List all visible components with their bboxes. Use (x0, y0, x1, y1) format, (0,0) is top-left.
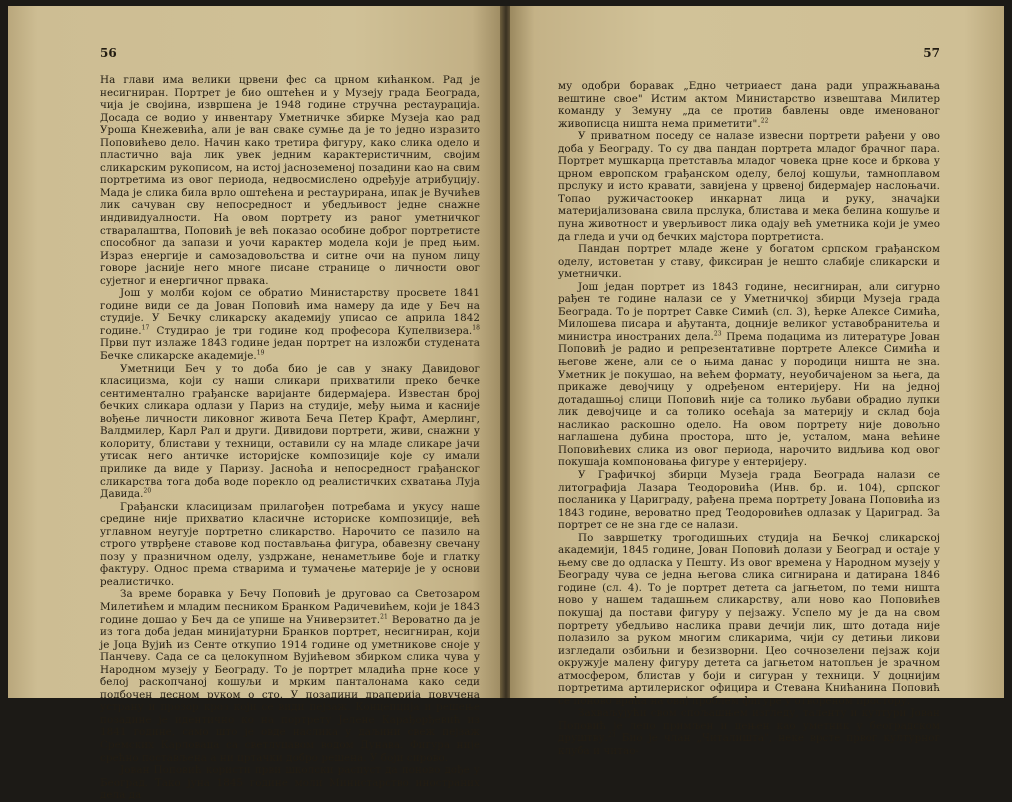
paragraph (558, 469, 940, 532)
paragraph-text: У приватном поседу се налазе извесни портрети рађени у ово доба у Београду. То су два пандан портрета младог брачног пара. Портрет мушкарца претставља младог човека црне косе и бркова у црном европском грађанском оделу, белој кошуљи, тамноплавом прслуку и исто кравати, завијена у црвеној бидермајер наслоњачи. Топао ружичастоокер инкарнат лица и руку, значајки материјализована свила прслука, блистава и мека белина кошуље и пуна животност и уверљивост лика одају већ уметника који је умео да гледа и учи од бечких мајстора портретиста. (558, 130, 940, 243)
paragraph-text: Према подацима из литературе Јован Поповић је радио и репрезентативне портрете Алексе Симића и његове жене, али се о њима данас у породици ништа не зна. Уметник је покушао, на већем формату, неуобичајеном за њега, да прикаже девојчицу у одређеном ентеријеру. Ни на једној дотадашњој слици Поповић није са толико љубави обрадио лупки лик девојчице и са толико осећаја за материју и склад боја насликао раскошно одело. На овом портрету није довољно наглашена дубина простора, што је, усталом, мана већине Поповићевих слика из овог периода, нарочито видљива код овог покушаја компоновања фигуре у ентеријеру. (558, 330, 940, 469)
paragraph (100, 764, 480, 802)
paragraph (100, 501, 480, 589)
paragraph (100, 588, 480, 764)
paragraph-text: На глави има велики црвени фес са црном кићанком. Рад је несигниран. Портрет је био оштећен и у Музеју града Београда, чија је својина, извршена је 1948 године стручна рестаурација. Досада се водио у инвентару Уметничке збирке Музеја као рад Уроша Кнежевића, али је ван сваке сумње да је то једно изразито Поповићево дело. Начин како третира фигуру, како слика одело и пластично ваја лик увек једним карактеристичним, својим сликарским рукописом, на истој јасноземеној позадини као на свим портретима из овог периода, недвосмислено одређује атрибуцију. Мада је слика била врло оштећена и рестаурирана, ипак је Вучићев лик сачуван сву непосредност и убедљивост једне снажне индивидуалности. На овом портрету из раног уметничког стваралаштва, Поповић је већ показао особине доброг портретисте способног да запази и уочи карактер модела који је пред њим. Израз енергије и самозадовољства и ситне очи на пуном лицу говоре јасније него многе писане странице о личности овог суjетног и енергичног првака. (100, 74, 480, 287)
paragraph (100, 363, 480, 501)
left-page-body (100, 74, 480, 802)
page-number: 56 (100, 46, 117, 60)
paragraph (100, 74, 480, 287)
paragraph (558, 130, 940, 243)
paragraph-text: За време боравка у Бечу Поповић је друговао са Светозаром Милетићем и младим песником Бранком Радичевићем, који је 1843 године дошао у Беч да се упише на Универзитет. (100, 588, 480, 626)
paragraph (558, 281, 940, 469)
footnote-marker: 18 (472, 324, 480, 332)
paragraph-text: Студирао је три године код професора Купелвизера. (149, 324, 473, 337)
paragraph-text: Први пут излаже 1843 године један портрет на изложби студената Бечке сликарске академије. (100, 337, 480, 363)
paragraph (558, 707, 940, 757)
right-page (510, 6, 1004, 757)
paragraph-text: У Графичкој збирци Музеја града Београда налази се литографија Лазара Теодоровића (Инв. бр. и. 104), српског посланика у Цариграду, рађена према портрету Јована Поповића из 1843 године, вероватно пред Теодоровићев одлазак у Цариград. За портрет се не зна где се налази. (558, 468, 940, 532)
paragraph-text: Јован Поповић користи први школски распуст да поново дође у Београд. Тако јуна 1845 године моли Министарство иностраних дела да (100, 764, 480, 802)
left-page (8, 6, 502, 802)
paragraph-text: му одобри боравак „Едно четриаест дана ради упражњавања вештине свое" Истим актом Министарство извештава Милитер команду у Земуну „да се против бавлены овде именованог живописца ништа нема приметити". (558, 80, 940, 130)
footnote-marker: 19 (256, 349, 265, 357)
paragraph-text: Био је члан „Читалишта", неке врсте првог културног клуба и читао- (558, 732, 940, 757)
footnote-marker: 22 (760, 117, 769, 125)
page-number: 57 (923, 46, 940, 60)
paragraph-text: По завршетку трогодишњих студија на Бечкој сликарској академији, 1845 године, Јован Поповић долази у Београд и остаје у њему све до одласка у Пешту. Из овог времена у Народном музеју у Београду чува се једна његова слика сигнирана и датирана 1846 године (сл. 4). То је портрет детета са јагњетом, по теми ништа ново у нашем тадашњем сликарству, али ново као Поповићев покушај да постави фигуру у пејзажу. Успело му је да на свом портрету убедљиво наслика прави дечији лик, што дотада није полазило за руком многим сликарима, чији су детињи ликови изгледали озбиљни и безизворни. Цео сочнозелени пејзаж који окружује малену фигуру детета са јагњетом натопљен је зрачном атмосфером, блистав у боји и сигуран у техници. У доцнијим портретима артилериског официра и Стевана Книћанина Поповић се поново враћа на овај проблем фигуре у отвореном простору. (558, 531, 940, 707)
right-page-body (558, 80, 940, 758)
footnote-marker: 17 (141, 324, 150, 332)
footnote-marker: 24 (608, 732, 616, 739)
paragraph-text: Уметници Беч у то доба био је сав у знаку Давидовог класицизма, који су наши сликари прихватили преко бечке сентиментално грађанске варијанте бидермајера. Известан број бечких сликара одлази у Париз на студије, међу њима и касније вођење личности ликовног живота Беча Петер Крафт, Амерлинг, Валдмилер, Карл Рал и други. Дивидови портрети, живи, снажни у колориту, блистави у техници, оставили су на младе сликаре јачи утисак него античке историјске композиције које су имали прилике да виде у Паризу. Јасноћа и непосредност грађанског сликарства тога доба воде порекло од реалистичких схватања Луја Давида. (100, 362, 480, 501)
paragraph-text: Још један портрет из 1843 године, несигниран, али сигурно рађен те године налази се у Уметничкој збирци Музеја града Београда. То је портрет Савке Симић (сл. 3), ћерке Алексе Симића, Милошева писара и ађутанта, доцније великог уставобранитеља и министра иностраних дела. (558, 280, 940, 343)
paragraph-text: Захваљујући свом спољашњем изгледу, таленту и култури Јован Поповић је лепо примљен и цењен као уметник у београдском друштву. (558, 707, 940, 745)
footnote-marker: 21 (380, 613, 388, 621)
paragraph-text: Још у молби којом се обратио Министарству просвете 1841 године види се да Јован Поповић има намеру да иде у Беч на студије. У Бечку сликарску академију уписао се априла 1842 године. (100, 287, 480, 337)
paragraph (558, 532, 940, 708)
paragraph-text: Грађански класицизам прилагођен потребама и укусу наше средине није прихватио класичне историске композиције, већ углавном неугује портретно сликарство. Нарочито се пазило на строго утврђене ставове код постављања фигура, обавезну свечану позу у празничном оделу, уздржане, ненаметљиве боје и глатку фактуру. Однос према стварима и тумачење материје је у основи реалистичко. (100, 500, 480, 588)
paragraph (100, 287, 480, 362)
footnote-marker: 23 (713, 330, 722, 338)
paragraph-text: Пандан портрет младе жене у богатом српском грађанском оделу, истоветан у ставу, фиксиран је нешто слабије сликарски и уметнички. (558, 243, 940, 281)
paragraph (558, 243, 940, 281)
paragraph-text: Вероватно да је из тога доба један минијатурни Бранков портрет, несигниран, који је Јоца Вујић из Сенте откупио 1914 године од уметникове сноје у Панчеву. Сада се са целокупном Вујићевом збирком слика чува у Народном музеју у Београду. То је портрет младића прне косе у белој раскопчаној кошуљи и мрким панталонама како седи подбочен десном руком о сто. У позадини драперија повучена устрану и прозор кроз који се види пејзаж. Концепција и решење позадине је идентично ко на портрету Јелене Карађорђевић из 1841 године, само што је овде наслика у даљини свеж пејзаж Сремских Карловаца са светлуцавом водом Дунава. Фигура није срећно постављена а ни цртачки добро решена. У бoји сирово. (100, 613, 480, 764)
paragraph (558, 80, 940, 130)
footnote-marker: 20 (143, 487, 152, 495)
